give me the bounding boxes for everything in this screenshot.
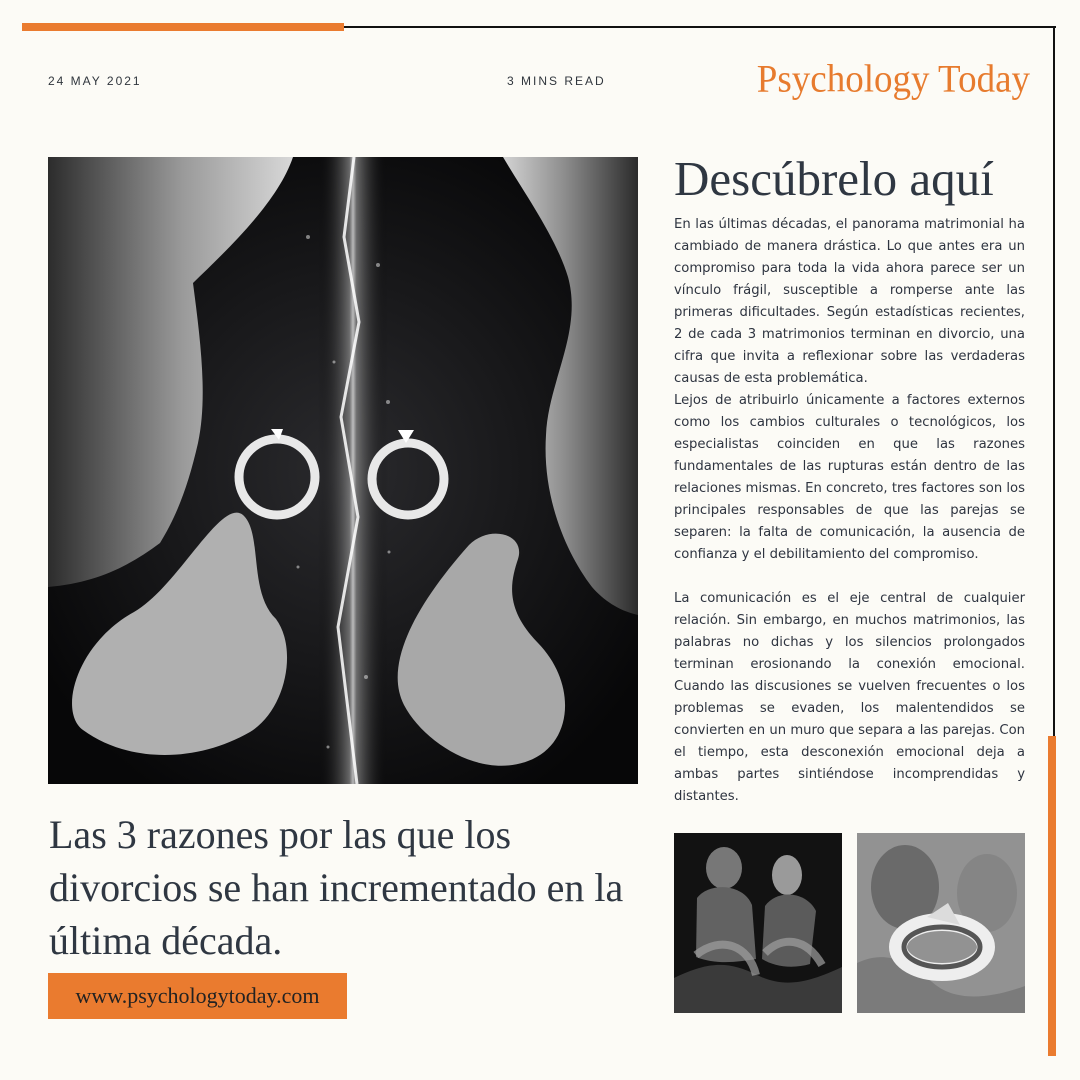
top-divider-line	[344, 26, 1056, 28]
ring-closeup-thumbnail-icon	[857, 833, 1025, 1013]
separated-couple-thumbnail-icon	[674, 833, 842, 1013]
right-orange-accent-bar	[1048, 736, 1056, 1056]
read-time: 3 MINS READ	[507, 74, 606, 88]
top-orange-accent-bar	[22, 23, 344, 31]
website-link-button[interactable]: www.psychologytoday.com	[48, 973, 347, 1019]
thumbnail-image-ring-closeup	[857, 833, 1025, 1013]
main-headline: Las 3 razones por las que los divorcios se han incrementado en la última década.	[49, 812, 624, 963]
article-paragraph: En las últimas décadas, el panorama matrimonial ha cambiado de manera drástica. Lo que antes era un compromiso para toda la vida ahora parece ser un vínculo frágil, susceptible a romperse ante las primeras dificultades. Según estadísticas recientes, 2 de cada 3 matrimonios terminan en divorcio, una cifra que invita a reflexionar sobre las verdaderas causas de esta problemática.	[674, 217, 1025, 386]
publish-date: 24 MAY 2021	[48, 74, 142, 88]
right-divider-line	[1053, 26, 1055, 736]
article-body	[674, 214, 1025, 808]
couple-rings-hero-photo	[48, 157, 638, 784]
article-title: Descúbrelo aquí	[674, 151, 994, 206]
brand-title[interactable]: Psychology Today	[756, 57, 1030, 102]
article-paragraph: La comunicación es el eje central de cualquier relación. Sin embargo, en muchos matrimonios, las palabras no dichas y los silencios prolongados terminan erosionando la conexión emocional. Cuando las discusiones se vuelven frecuentes o los problemas se evaden, los malentendidos se convierten en un muro que separa a las parejas. Con el tiempo, esta desconexión emocional deja a ambas partes sintiéndose incomprendidas y distantes.	[674, 591, 1025, 804]
article-paragraph: Lejos de atribuirlo únicamente a factores externos como los cambios culturales o tecnológicos, los especialistas coinciden en que las razones fundamentales de las rupturas están dentro de las relaciones mismas. En concreto, tres factores son los principales responsables de que las parejas se separen: la falta de comunicación, la ausencia de confianza y el debilitamiento del compromiso.	[674, 393, 1025, 562]
thumbnail-image-separated-couple	[674, 833, 842, 1013]
hero-image	[48, 157, 638, 784]
